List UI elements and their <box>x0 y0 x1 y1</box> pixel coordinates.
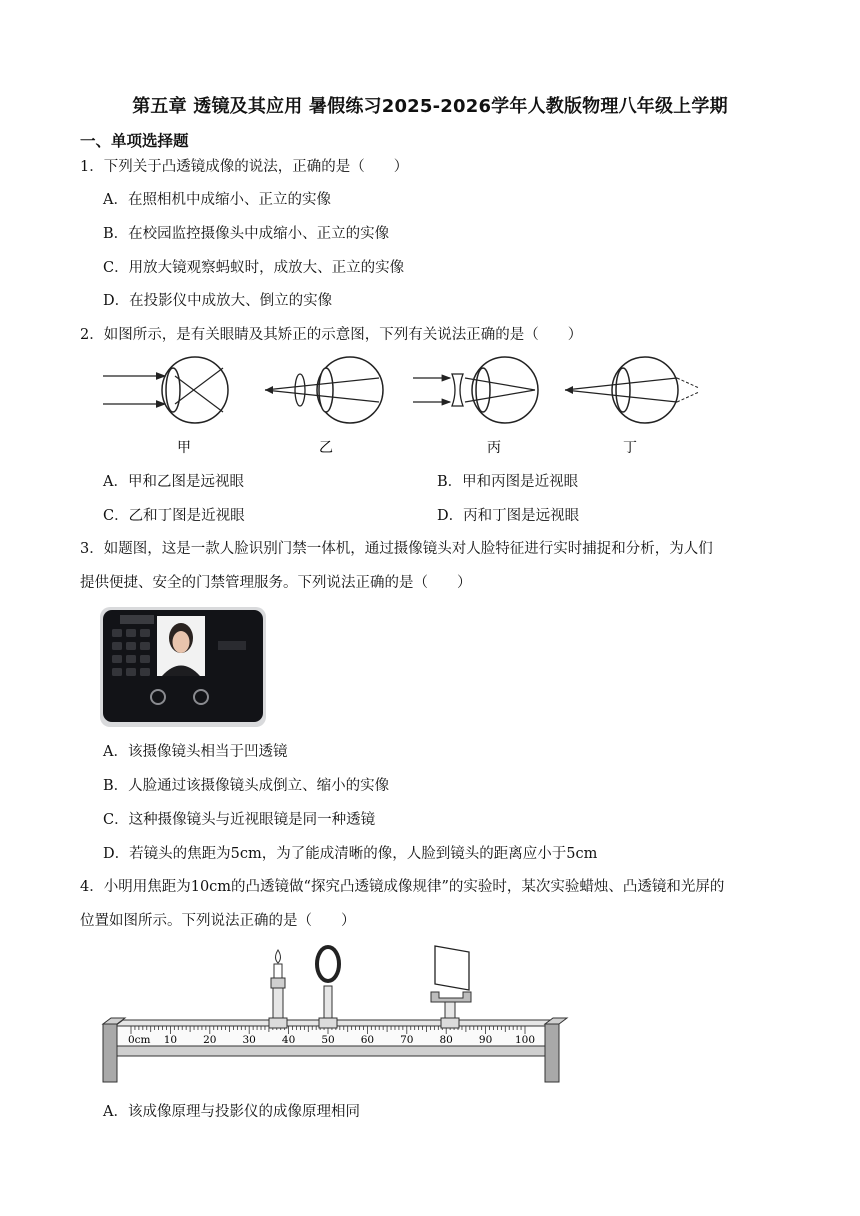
question-2-option-a: A．甲和乙图是远视眼 <box>103 474 244 490</box>
question-3-stem-line1: 3．如题图，这是一款人脸识别门禁一体机，通过摄像镜头对人脸特征进行实时捕捉和分析，为人们 <box>80 541 713 557</box>
ruler-label: 10 <box>163 1034 178 1046</box>
ruler-label: 20 <box>203 1034 217 1046</box>
eye-bing <box>413 357 538 423</box>
ruler-label: 100 <box>514 1034 536 1046</box>
candle <box>269 950 287 1028</box>
question-2-stem: 2．如图所示，是有关眼睛及其矫正的示意图，下列有关说法正确的是（ ） <box>80 327 583 343</box>
question-1-option-c: C．用放大镜观察蚂蚁时，成放大、正立的实像 <box>103 260 405 276</box>
question-1-option-d: D．在投影仪中成放大、倒立的实像 <box>103 293 333 309</box>
question-1-option-b: B．在校园监控摄像头中成缩小、正立的实像 <box>103 226 390 242</box>
face-recognition-device-image <box>100 607 266 727</box>
eye-diagram <box>95 352 715 460</box>
question-1-option-a: A．在照相机中成缩小、正立的实像 <box>103 192 331 208</box>
question-3-stem-line2: 提供便捷、安全的门禁管理服务。下列说法正确的是（ ） <box>80 575 472 591</box>
ruler-label: 90 <box>478 1034 493 1046</box>
question-4-stem-line2: 位置如图所示。下列说法正确的是（ ） <box>80 913 356 929</box>
question-4-stem-line1: 4．小明用焦距为10cm的凸透镜做“探究凸透镜成像规律”的实验时，某次实验蜡烛、凸透镜和光屏的 <box>80 879 725 895</box>
question-4-option-a: A．该成像原理与投影仪的成像原理相同 <box>103 1104 360 1120</box>
question-2-option-d: D．丙和丁图是远视眼 <box>437 508 580 524</box>
question-1-stem: 1．下列关于凸透镜成像的说法，正确的是（ ） <box>80 159 409 175</box>
eye-ding <box>565 357 699 423</box>
caption-yi: 乙 <box>319 440 333 456</box>
section-heading: 一、单项选择题 <box>80 132 189 150</box>
eye-jia <box>103 357 228 423</box>
question-3-option-a: A．该摄像镜头相当于凹透镜 <box>103 744 288 760</box>
ruler-label: 80 <box>439 1034 453 1046</box>
caption-jia: 甲 <box>177 440 191 456</box>
question-2-option-b: B．甲和丙图是近视眼 <box>437 474 579 490</box>
light-screen <box>431 946 471 1028</box>
ruler-label: 40 <box>281 1034 296 1046</box>
ruler-label: 0cm <box>128 1034 151 1046</box>
convex-lens <box>317 947 339 1028</box>
question-3-option-b: B．人脸通过该摄像镜头成倒立、缩小的实像 <box>103 778 390 794</box>
ruler-label: 60 <box>360 1034 375 1046</box>
question-2-option-c: C．乙和丁图是近视眼 <box>103 508 245 524</box>
optical-bench-diagram <box>95 942 575 1090</box>
question-3-option-c: C．这种摄像镜头与近视眼镜是同一种透镜 <box>103 812 376 828</box>
ruler-label: 70 <box>400 1034 414 1046</box>
caption-ding: 丁 <box>623 440 637 456</box>
eye-yi <box>265 357 383 423</box>
page-title: 第五章 透镜及其应用 暑假练习2025-2026学年人教版物理八年级上学期 <box>132 96 728 117</box>
caption-bing: 丙 <box>487 440 501 456</box>
ruler-label: 50 <box>321 1034 335 1046</box>
ruler-label: 30 <box>242 1034 256 1046</box>
question-3-option-d: D．若镜头的焦距为5cm，为了能成清晰的像，人脸到镜头的距离应小于5cm <box>103 846 598 862</box>
